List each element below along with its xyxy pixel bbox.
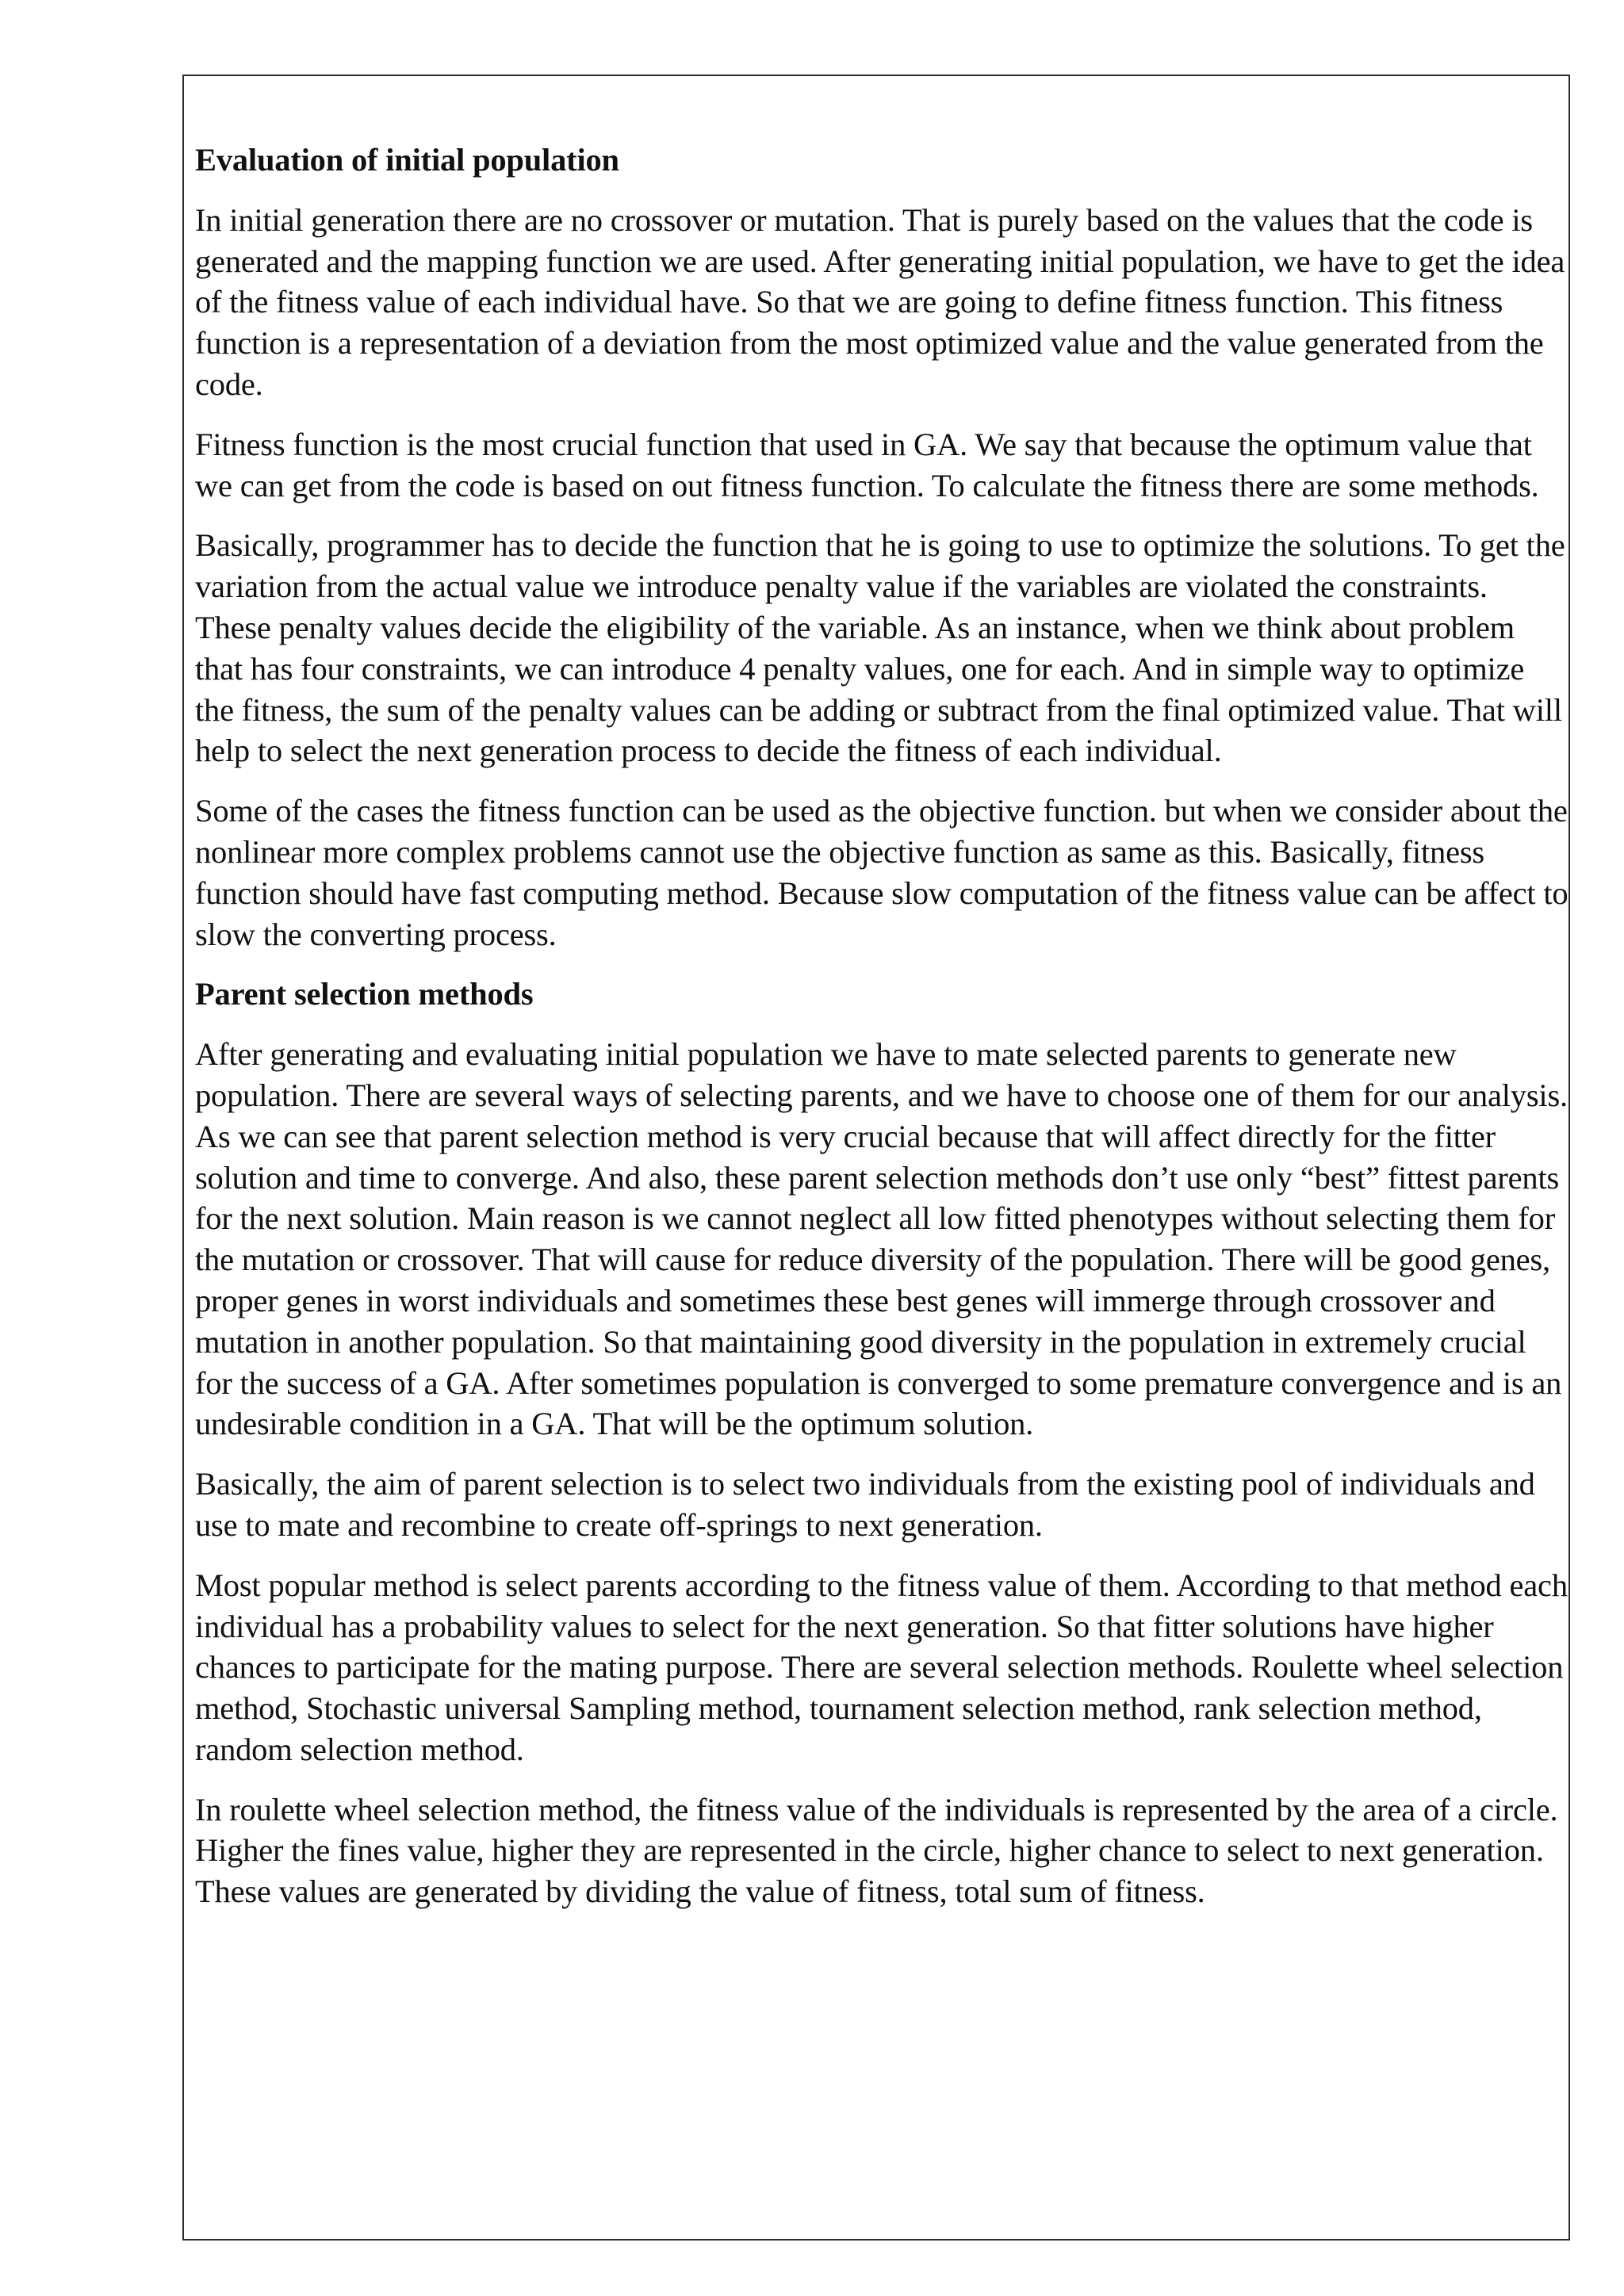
section-heading: Evaluation of initial population — [195, 142, 619, 178]
paragraph: Basically, the aim of parent selection is to select two individuals from the existing pool of individuals and use to mate and recombine to create off-springs to next generation. — [195, 1466, 1535, 1543]
paragraph: Fitness function is the most crucial function that used in GA. We say that because the optimum value that we can get from the code is based on out fitness function. To calculate the fitness there are some methods. — [195, 426, 1539, 503]
section-heading: Parent selection methods — [195, 976, 534, 1012]
paragraph: After generating and evaluating initial population we have to mate selected parents to generate new population. There are several ways of selecting parents, and we have to choose one of them for our analysis. As we can see that parent selection method is very crucial because that will affect directly for the fitter solution and time to converge. And also, these parent selection methods don’t use only “best” fittest parents for the next solution. Main reason is we cannot neglect all low fitted phenotypes without selecting them for the mutation or crossover. That will cause for reduce diversity of the population. There will be good genes, proper genes in worst individuals and sometimes these best genes will immerge through crossover and mutation in another population. So that maintaining good diversity in the population in extremely crucial for the success of a GA. After sometimes population is converged to some premature convergence and is an undesirable condition in a GA. That will be the optimum solution. — [195, 1036, 1568, 1442]
paragraph: In initial generation there are no crossover or mutation. That is purely based on the values that the code is generated and the mapping function we are used. After generating initial population, we have to get the idea of the fitness value of each individual have. So that we are going to define fitness function. This fitness function is a representation of a deviation from the most optimized value and the value generated from the code. — [195, 201, 1565, 402]
paragraph: Most popular method is select parents according to the fitness value of them. According to that method each individual has a probability values to select for the next generation. So that fitter solutions have higher chances to participate for the mating purpose. There are several selection methods. Roulette wheel selection method, Stochastic universal Sampling method, tournament selection method, rank selection method, random selection method. — [195, 1567, 1568, 1767]
paragraph: In roulette wheel selection method, the fitness value of the individuals is represented by the area of a circle. Higher the fines value, higher they are represented in the circle, higher chance to select to next generation. These values are generated by dividing the value of fitness, total sum of fitness. — [195, 1791, 1558, 1910]
paragraph: Basically, programmer has to decide the function that he is going to use to optimize the solutions. To get the variation from the actual value we introduce penalty value if the variables are violated the constraints. These penalty values decide the eligibility of the variable. As an instance, when we think about problem that has four constraints, we can introduce 4 penalty values, one for each. And in simple way to optimize the fitness, the sum of the penalty values can be adding or subtract from the final optimized value. That will help to select the next generation process to decide the fitness of each individual. — [195, 527, 1565, 769]
paragraph: Some of the cases the fitness function can be used as the objective function. but when we consider about the nonlinear more complex problems cannot use the objective function as same as this. Basically, fitness function should have fast computing method. Because slow computation of the fitness value can be affect to slow the converting process. — [195, 793, 1568, 952]
document-body — [195, 140, 1568, 1931]
